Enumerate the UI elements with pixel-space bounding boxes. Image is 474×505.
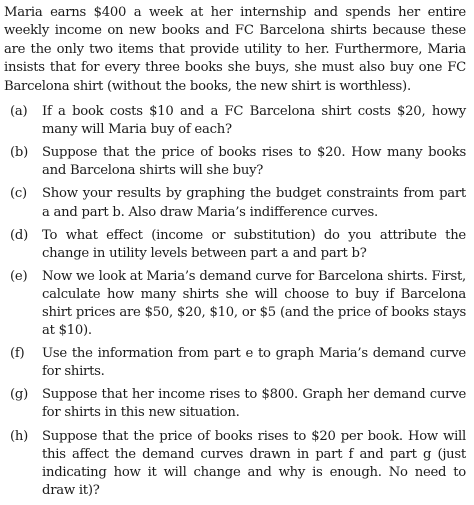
question-label: (f) (10, 346, 25, 362)
question-label: (h) (10, 428, 29, 444)
problem-document (4, 4, 466, 505)
question-d (4, 227, 466, 263)
question-c (4, 185, 466, 221)
question-e (4, 268, 466, 340)
problem-intro: Maria earns $400 a week at her internship and spends her entire weekly income on new books and FC Barcelona shirts because these are the only two items that provide utility to her. Furthermore, Maria insists that for every three books she buys, she must also buy one FC Barcelona shirt (without the books, the new shirt is worthless). (4, 5, 466, 94)
question-text: Show your results by graphing the budget constraints from part a and part b. Also draw Maria’s indifference curves. (42, 186, 466, 220)
question-text: Use the information from part e to graph Maria’s demand curve for shirts. (42, 346, 466, 380)
question-text: To what effect (income or substitution) do you attribute the change in utility levels between part a and part b? (42, 227, 466, 261)
question-label: (g) (10, 387, 28, 403)
question-text: Suppose that the price of books rises to $20 per book. How will this affect the demand curves drawn in part f and part g (just indicating how it will change and why is enough. No need to draw it)? (42, 428, 466, 498)
question-label: (d) (10, 227, 28, 243)
question-f (4, 345, 466, 381)
question-label: (b) (10, 145, 28, 161)
question-g (4, 386, 466, 422)
question-text: Now we look at Maria’s demand curve for Barcelona shirts. First, calculate how many shirts she will choose to buy if Barcelona shirt prices are $50, $20, $10, or $5 (and the price of books stays at $10). (42, 268, 466, 339)
question-text: Suppose that the price of books rises to $20. How many books and Barcelona shirts will she buy? (42, 145, 466, 179)
question-a (4, 103, 466, 139)
question-label: (c) (10, 186, 27, 202)
question-label: (e) (10, 268, 28, 284)
question-h (4, 428, 466, 500)
question-list (4, 103, 466, 500)
question-text: If a book costs $10 and a FC Barcelona shirt costs $20, howy many will Maria buy of each? (42, 104, 466, 138)
question-b (4, 144, 466, 180)
question-text: Suppose that her income rises to $800. Graph her demand curve for shirts in this new situation. (42, 387, 466, 421)
question-label: (a) (10, 104, 28, 120)
